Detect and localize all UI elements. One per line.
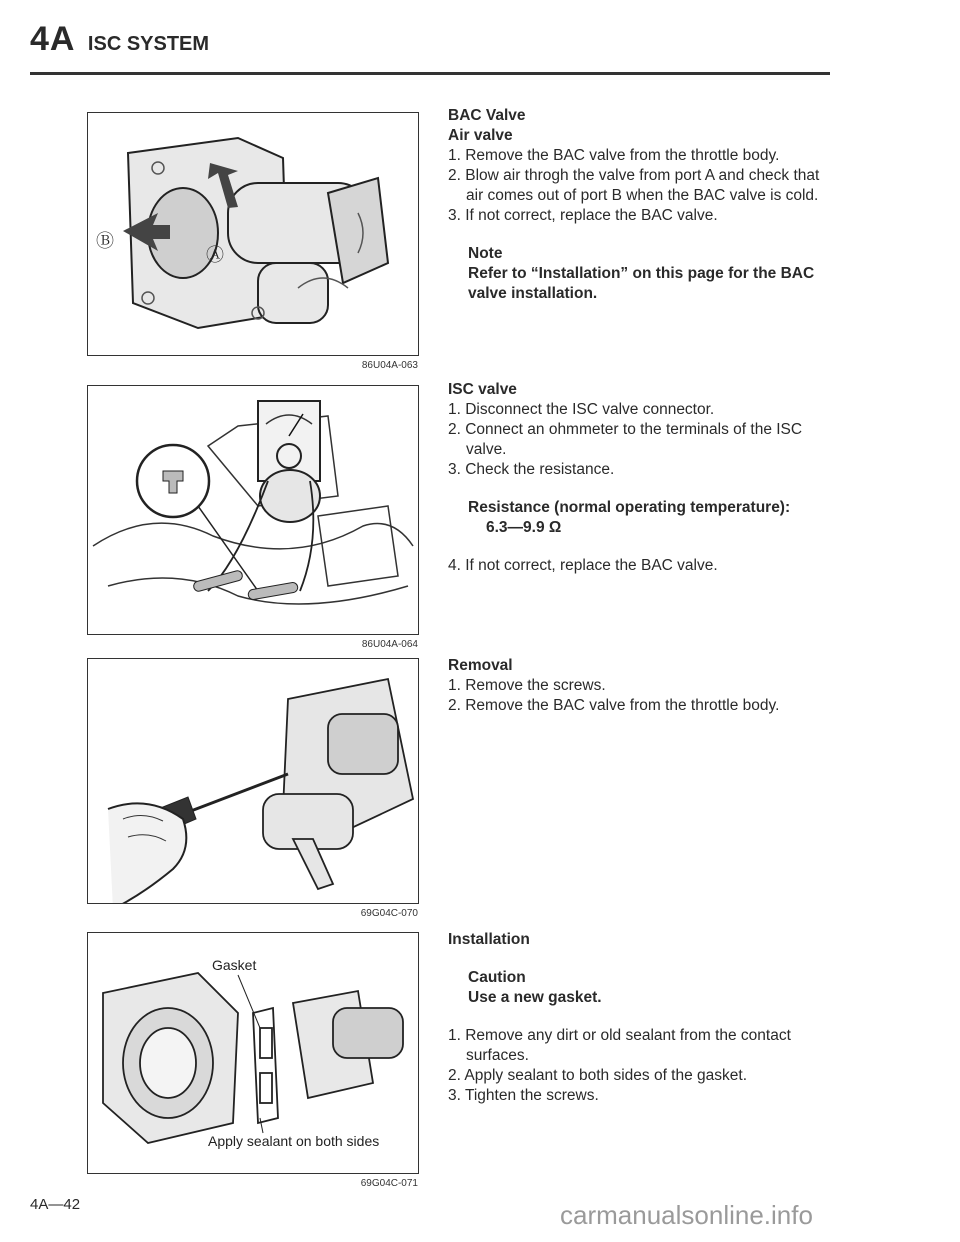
heading-removal: Removal bbox=[448, 657, 513, 674]
port-b-label: Ⓑ bbox=[96, 231, 114, 251]
figure-installation bbox=[87, 932, 419, 1189]
step: 1. Remove any dirt or old sealant from the contact surfaces. bbox=[448, 1027, 791, 1064]
figure-caption: 86U04A-063 bbox=[361, 360, 418, 371]
heading-isc-valve: ISC valve bbox=[448, 381, 517, 398]
header-rule bbox=[30, 72, 830, 75]
page-header bbox=[30, 20, 209, 59]
bac-valve-illustration bbox=[88, 113, 418, 355]
figure-ohmmeter-check bbox=[87, 385, 419, 650]
port-a-label: Ⓐ bbox=[206, 245, 224, 265]
gasket-label: Gasket bbox=[212, 957, 257, 973]
section-bac-valve bbox=[448, 106, 838, 304]
section-code: 4A bbox=[30, 20, 76, 58]
watermark: carmanualsonline.info bbox=[560, 1200, 813, 1230]
step: 4. If not correct, replace the BAC valve. bbox=[448, 557, 718, 574]
heading-bac-valve: BAC Valve bbox=[448, 107, 526, 124]
heading-installation: Installation bbox=[448, 931, 530, 948]
ohmmeter-illustration bbox=[88, 386, 418, 634]
note-text: Refer to “Installation” on this page for the BAC valve installation. bbox=[468, 265, 815, 302]
sealant-label: Apply sealant on both sides bbox=[208, 1133, 380, 1149]
removal-illustration bbox=[88, 659, 418, 903]
figure-bac-valve bbox=[87, 112, 419, 371]
figure-caption: 86U04A-064 bbox=[361, 639, 418, 650]
step: 2. Remove the BAC valve from the throttle body. bbox=[448, 697, 780, 714]
section-title: ISC SYSTEM bbox=[87, 33, 210, 55]
step: 3. Check the resistance. bbox=[448, 461, 615, 478]
spec-title: Resistance (normal operating temperature): bbox=[468, 499, 791, 516]
section-installation bbox=[448, 930, 838, 1106]
step: 1. Remove the screws. bbox=[448, 677, 606, 694]
step: 2. Connect an ohmmeter to the terminals of the ISC valve. bbox=[448, 421, 803, 458]
caution-title: Caution bbox=[468, 969, 526, 986]
step: 1. Remove the BAC valve from the throttle body. bbox=[448, 147, 780, 164]
heading-air-valve: Air valve bbox=[448, 127, 513, 144]
figure-caption: 69G04C-071 bbox=[360, 1178, 418, 1189]
figure-caption: 69G04C-070 bbox=[360, 908, 418, 919]
step: 2. Blow air throgh the valve from port A and check that air comes out of port B when the BAC valve is cold. bbox=[448, 167, 820, 204]
figure-removal bbox=[87, 658, 419, 919]
caution-text: Use a new gasket. bbox=[468, 989, 602, 1006]
step: 1. Disconnect the ISC valve connector. bbox=[448, 401, 715, 418]
page-number: 4A—42 bbox=[30, 1196, 81, 1213]
spec-value: 6.3—9.9 Ω bbox=[486, 519, 562, 536]
step: 3. If not correct, replace the BAC valve. bbox=[448, 207, 718, 224]
section-removal bbox=[448, 656, 838, 716]
note-title: Note bbox=[468, 245, 503, 262]
section-isc-valve bbox=[448, 380, 838, 576]
step: 3. Tighten the screws. bbox=[448, 1087, 599, 1104]
step: 2. Apply sealant to both sides of the gasket. bbox=[448, 1067, 748, 1084]
